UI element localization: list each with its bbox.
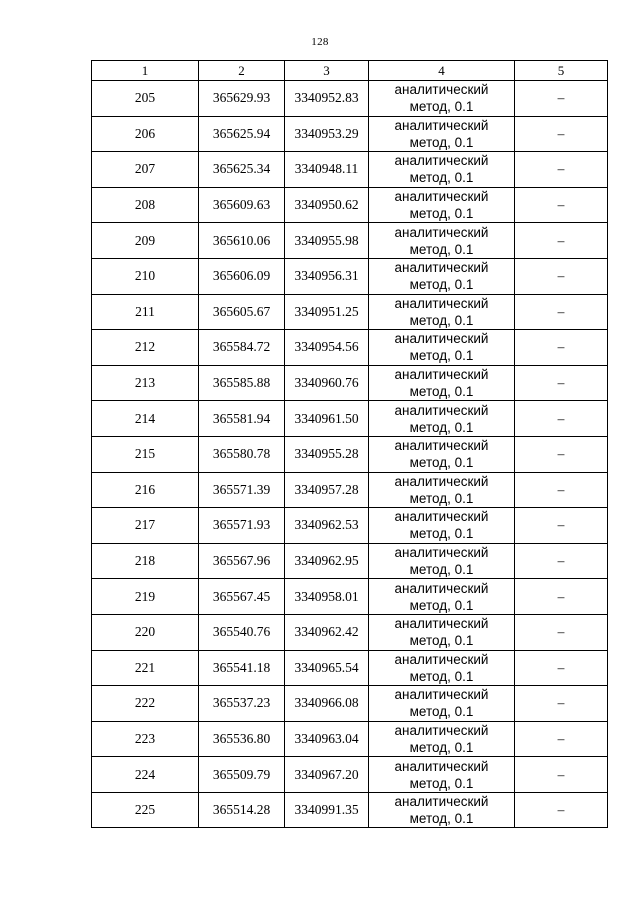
note-cell: – — [515, 757, 608, 793]
method-cell — [369, 187, 515, 223]
method-cell — [369, 436, 515, 472]
note-cell: – — [515, 472, 608, 508]
x-coordinate-cell: 365571.93 — [199, 508, 285, 544]
x-coordinate-cell: 365584.72 — [199, 330, 285, 366]
method-label: аналитический — [394, 117, 489, 133]
accuracy-label: метод, 0.1 — [409, 811, 474, 827]
y-coordinate-cell: 3340962.53 — [285, 508, 369, 544]
y-coordinate-cell: 3340956.31 — [285, 258, 369, 294]
table-header — [92, 61, 608, 81]
accuracy-label: метод, 0.1 — [409, 99, 474, 115]
method-label: аналитический — [394, 758, 489, 774]
x-coordinate-cell: 365629.93 — [199, 81, 285, 117]
method-cell — [369, 614, 515, 650]
accuracy-label: метод, 0.1 — [409, 170, 474, 186]
accuracy-label: метод, 0.1 — [409, 775, 474, 791]
note-cell: – — [515, 436, 608, 472]
table-row — [92, 365, 608, 401]
method-label: аналитический — [394, 651, 489, 667]
method-label: аналитический — [394, 794, 489, 810]
method-cell — [369, 294, 515, 330]
x-coordinate-cell: 365540.76 — [199, 614, 285, 650]
method-label: аналитический — [394, 367, 489, 383]
x-coordinate-cell: 365536.80 — [199, 721, 285, 757]
method-label: аналитический — [394, 82, 489, 98]
point-number-cell: 209 — [92, 223, 199, 259]
x-coordinate-cell: 365625.34 — [199, 152, 285, 188]
column-header-2: 2 — [199, 61, 285, 81]
note-cell: – — [515, 258, 608, 294]
table-row — [92, 650, 608, 686]
point-number-cell: 222 — [92, 686, 199, 722]
point-number-cell: 216 — [92, 472, 199, 508]
table-row — [92, 187, 608, 223]
x-coordinate-cell: 365580.78 — [199, 436, 285, 472]
column-header-5: 5 — [515, 61, 608, 81]
method-cell — [369, 508, 515, 544]
point-number-cell: 219 — [92, 579, 199, 615]
method-cell — [369, 579, 515, 615]
method-cell — [369, 543, 515, 579]
table-row — [92, 614, 608, 650]
x-coordinate-cell: 365610.06 — [199, 223, 285, 259]
method-cell — [369, 472, 515, 508]
method-cell — [369, 330, 515, 366]
method-label: аналитический — [394, 616, 489, 632]
note-cell: – — [515, 579, 608, 615]
note-cell: – — [515, 223, 608, 259]
method-label: аналитический — [394, 438, 489, 454]
x-coordinate-cell: 365625.94 — [199, 116, 285, 152]
method-label: аналитический — [394, 295, 489, 311]
y-coordinate-cell: 3340958.01 — [285, 579, 369, 615]
method-cell — [369, 116, 515, 152]
coordinates-table — [91, 60, 608, 828]
x-coordinate-cell: 365541.18 — [199, 650, 285, 686]
accuracy-label: метод, 0.1 — [409, 384, 474, 400]
method-cell — [369, 258, 515, 294]
point-number-cell: 223 — [92, 721, 199, 757]
method-cell — [369, 401, 515, 437]
accuracy-label: метод, 0.1 — [409, 633, 474, 649]
note-cell: – — [515, 508, 608, 544]
method-label: аналитический — [394, 580, 489, 596]
point-number-cell: 205 — [92, 81, 199, 117]
note-cell: – — [515, 650, 608, 686]
point-number-cell: 224 — [92, 757, 199, 793]
note-cell: – — [515, 330, 608, 366]
point-number-cell: 208 — [92, 187, 199, 223]
x-coordinate-cell: 365537.23 — [199, 686, 285, 722]
y-coordinate-cell: 3340967.20 — [285, 757, 369, 793]
note-cell: – — [515, 365, 608, 401]
method-cell — [369, 792, 515, 828]
note-cell: – — [515, 686, 608, 722]
method-label: аналитический — [394, 224, 489, 240]
accuracy-label: метод, 0.1 — [409, 277, 474, 293]
table-row — [92, 116, 608, 152]
point-number-cell: 221 — [92, 650, 199, 686]
method-label: аналитический — [394, 509, 489, 525]
method-label: аналитический — [394, 722, 489, 738]
x-coordinate-cell: 365567.45 — [199, 579, 285, 615]
table-row — [92, 472, 608, 508]
method-label: аналитический — [394, 189, 489, 205]
column-header-4: 4 — [369, 61, 515, 81]
table-row — [92, 543, 608, 579]
y-coordinate-cell: 3340952.83 — [285, 81, 369, 117]
x-coordinate-cell: 365571.39 — [199, 472, 285, 508]
method-label: аналитический — [394, 331, 489, 347]
x-coordinate-cell: 365509.79 — [199, 757, 285, 793]
table-row — [92, 223, 608, 259]
note-cell: – — [515, 721, 608, 757]
point-number-cell: 225 — [92, 792, 199, 828]
page-number: 128 — [311, 36, 329, 48]
accuracy-label: метод, 0.1 — [409, 312, 474, 328]
note-cell: – — [515, 401, 608, 437]
method-cell — [369, 152, 515, 188]
note-cell: – — [515, 81, 608, 117]
accuracy-label: метод, 0.1 — [409, 739, 474, 755]
method-cell — [369, 686, 515, 722]
point-number-cell: 211 — [92, 294, 199, 330]
table-row — [92, 258, 608, 294]
point-number-cell: 214 — [92, 401, 199, 437]
y-coordinate-cell: 3340953.29 — [285, 116, 369, 152]
method-label: аналитический — [394, 545, 489, 561]
point-number-cell: 210 — [92, 258, 199, 294]
accuracy-label: метод, 0.1 — [409, 348, 474, 364]
table-row — [92, 721, 608, 757]
accuracy-label: метод, 0.1 — [409, 134, 474, 150]
x-coordinate-cell: 365567.96 — [199, 543, 285, 579]
accuracy-label: метод, 0.1 — [409, 206, 474, 222]
y-coordinate-cell: 3340966.08 — [285, 686, 369, 722]
table-row — [92, 757, 608, 793]
note-cell: – — [515, 152, 608, 188]
point-number-cell: 213 — [92, 365, 199, 401]
y-coordinate-cell: 3340954.56 — [285, 330, 369, 366]
y-coordinate-cell: 3340963.04 — [285, 721, 369, 757]
method-cell — [369, 365, 515, 401]
accuracy-label: метод, 0.1 — [409, 490, 474, 506]
method-cell — [369, 650, 515, 686]
note-cell: – — [515, 792, 608, 828]
x-coordinate-cell: 365585.88 — [199, 365, 285, 401]
accuracy-label: метод, 0.1 — [409, 526, 474, 542]
header-row — [92, 61, 608, 81]
method-cell — [369, 757, 515, 793]
method-cell — [369, 721, 515, 757]
note-cell: – — [515, 543, 608, 579]
accuracy-label: метод, 0.1 — [409, 419, 474, 435]
point-number-cell: 207 — [92, 152, 199, 188]
note-cell: – — [515, 116, 608, 152]
y-coordinate-cell: 3340951.25 — [285, 294, 369, 330]
table-row — [92, 436, 608, 472]
point-number-cell: 220 — [92, 614, 199, 650]
y-coordinate-cell: 3340957.28 — [285, 472, 369, 508]
point-number-cell: 215 — [92, 436, 199, 472]
table-body — [92, 81, 608, 828]
method-label: аналитический — [394, 473, 489, 489]
column-header-1: 1 — [92, 61, 199, 81]
accuracy-label: метод, 0.1 — [409, 455, 474, 471]
y-coordinate-cell: 3340965.54 — [285, 650, 369, 686]
accuracy-label: метод, 0.1 — [409, 241, 474, 257]
table-row — [92, 81, 608, 117]
y-coordinate-cell: 3340955.98 — [285, 223, 369, 259]
table-row — [92, 152, 608, 188]
accuracy-label: метод, 0.1 — [409, 597, 474, 613]
method-cell — [369, 223, 515, 259]
y-coordinate-cell: 3340961.50 — [285, 401, 369, 437]
table-row — [92, 294, 608, 330]
table-row — [92, 330, 608, 366]
table-row — [92, 508, 608, 544]
x-coordinate-cell: 365605.67 — [199, 294, 285, 330]
method-label: аналитический — [394, 687, 489, 703]
table-row — [92, 579, 608, 615]
x-coordinate-cell: 365606.09 — [199, 258, 285, 294]
note-cell: – — [515, 187, 608, 223]
y-coordinate-cell: 3340991.35 — [285, 792, 369, 828]
note-cell: – — [515, 294, 608, 330]
point-number-cell: 206 — [92, 116, 199, 152]
point-number-cell: 217 — [92, 508, 199, 544]
y-coordinate-cell: 3340962.42 — [285, 614, 369, 650]
table-row — [92, 792, 608, 828]
y-coordinate-cell: 3340960.76 — [285, 365, 369, 401]
accuracy-label: метод, 0.1 — [409, 562, 474, 578]
accuracy-label: метод, 0.1 — [409, 704, 474, 720]
method-cell — [369, 81, 515, 117]
y-coordinate-cell: 3340955.28 — [285, 436, 369, 472]
method-label: аналитический — [394, 153, 489, 169]
table-row — [92, 401, 608, 437]
point-number-cell: 218 — [92, 543, 199, 579]
table-row — [92, 686, 608, 722]
column-header-3: 3 — [285, 61, 369, 81]
x-coordinate-cell: 365609.63 — [199, 187, 285, 223]
y-coordinate-cell: 3340962.95 — [285, 543, 369, 579]
y-coordinate-cell: 3340948.11 — [285, 152, 369, 188]
point-number-cell: 212 — [92, 330, 199, 366]
y-coordinate-cell: 3340950.62 — [285, 187, 369, 223]
x-coordinate-cell: 365514.28 — [199, 792, 285, 828]
note-cell: – — [515, 614, 608, 650]
method-label: аналитический — [394, 402, 489, 418]
x-coordinate-cell: 365581.94 — [199, 401, 285, 437]
accuracy-label: метод, 0.1 — [409, 668, 474, 684]
method-label: аналитический — [394, 260, 489, 276]
